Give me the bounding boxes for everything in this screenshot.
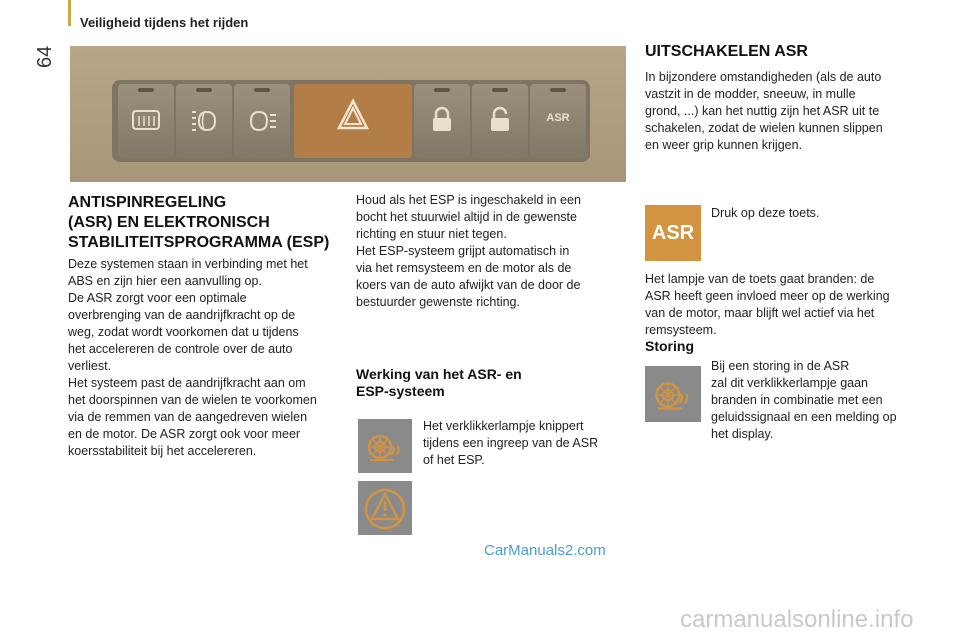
title-line: (ASR) EN ELEKTRONISCH bbox=[68, 214, 270, 231]
watermark-carmanuals2[interactable]: CarManuals2.com bbox=[484, 542, 606, 559]
main-title bbox=[68, 193, 348, 253]
key-led bbox=[138, 88, 154, 92]
lamp-text: Het lampje van de toets gaat branden: de ASR heeft geen invloed meer op de werking van de motor, maar blijft wel actief via het remsysteem. bbox=[645, 272, 890, 337]
asr-off-title: UITSCHAKELEN ASR bbox=[645, 43, 808, 60]
rear-fog-key bbox=[234, 84, 290, 158]
fault-warning-light-box bbox=[645, 366, 701, 422]
title-line: STABILITEITSPROGRAMMA (ESP) bbox=[68, 234, 330, 251]
title-line: ANTISPINREGELING bbox=[68, 194, 227, 211]
unlock-key bbox=[472, 84, 528, 158]
key-led bbox=[434, 88, 450, 92]
rear-defrost-icon bbox=[130, 108, 162, 134]
subtitle-line: ESP-systeem bbox=[356, 383, 445, 399]
front-fog-light-icon bbox=[188, 108, 220, 134]
storing-text: Bij een storing in de ASR zal dit verklikkerlampje gaan branden in combinatie met een geluidssignaal en een melding op het display. bbox=[711, 359, 897, 441]
intro-paragraph: Deze systemen staan in verbinding met het ABS en zijn hier een aanvulling op. De ASR zorgt voor een optimale overbrenging van de aandrijfkracht op de weg, zodat wordt voorkomen dat u tijdens het accelereren de controle over de auto verliest. Het systeem past de aandrijfkracht aan om het doorspinnen van de wielen te voorkomen via de remmen van de aangedreven wielen en de motor. De ASR zorgt ook voor meer koersstabiliteit bij het accelereren. bbox=[68, 257, 317, 458]
asr-button-image: ASR bbox=[645, 205, 701, 261]
front-fog-key bbox=[176, 84, 232, 158]
lock-icon bbox=[430, 106, 454, 134]
rear-fog-light-icon bbox=[246, 108, 278, 134]
subtitle-line: Werking van het ASR- en bbox=[356, 366, 522, 382]
section-header: Veiligheid tijdens het rijden bbox=[80, 15, 249, 30]
triangle-warning-icon bbox=[358, 481, 412, 535]
page-number: 64 bbox=[34, 45, 56, 68]
key-led bbox=[550, 88, 566, 92]
esp-warning-light-icon bbox=[645, 366, 701, 422]
asr-text-icon: ASR bbox=[546, 112, 570, 124]
esp-warning-light-box bbox=[358, 419, 412, 473]
working-subtitle bbox=[356, 366, 616, 400]
asr-off-intro: In bijzondere omstandigheden (als de auto vastzit in de modder, sneeuw, in mulle grond, ...) kan het nuttig zijn het ASR uit te schakelen, zodat de wielen kunnen slippen en weer grip kunnen krijgen. bbox=[645, 70, 883, 152]
key-led bbox=[492, 88, 508, 92]
warning-light-text: Het verklikkerlampje knippert tijdens een ingreep van de ASR of het ESP. bbox=[423, 419, 599, 467]
key-led bbox=[196, 88, 212, 92]
asr-key bbox=[530, 84, 586, 158]
key-led bbox=[254, 88, 270, 92]
esp-paragraph: Houd als het ESP is ingeschakeld in een bocht het stuurwiel altijd in de gewenste richting en stuur niet tegen. Het ESP-systeem grijpt automatisch in via het remsysteem en de motor als de koers van de auto afwijkt van de door de bestuurder gewenste richting. bbox=[356, 193, 581, 309]
esp-warning-light-icon bbox=[358, 419, 412, 473]
storing-title: Storing bbox=[645, 338, 694, 354]
header-accent-bar bbox=[68, 0, 71, 26]
unlock-icon bbox=[488, 106, 512, 134]
hazard-warning-icon bbox=[336, 98, 370, 132]
lock-key bbox=[414, 84, 470, 158]
press-key-text: Druk op deze toets. bbox=[711, 206, 820, 220]
rear-defrost-key bbox=[118, 84, 174, 158]
triangle-warning-box bbox=[358, 481, 412, 535]
watermark-carmanualsonline[interactable]: carmanualsonline.info bbox=[680, 606, 914, 633]
